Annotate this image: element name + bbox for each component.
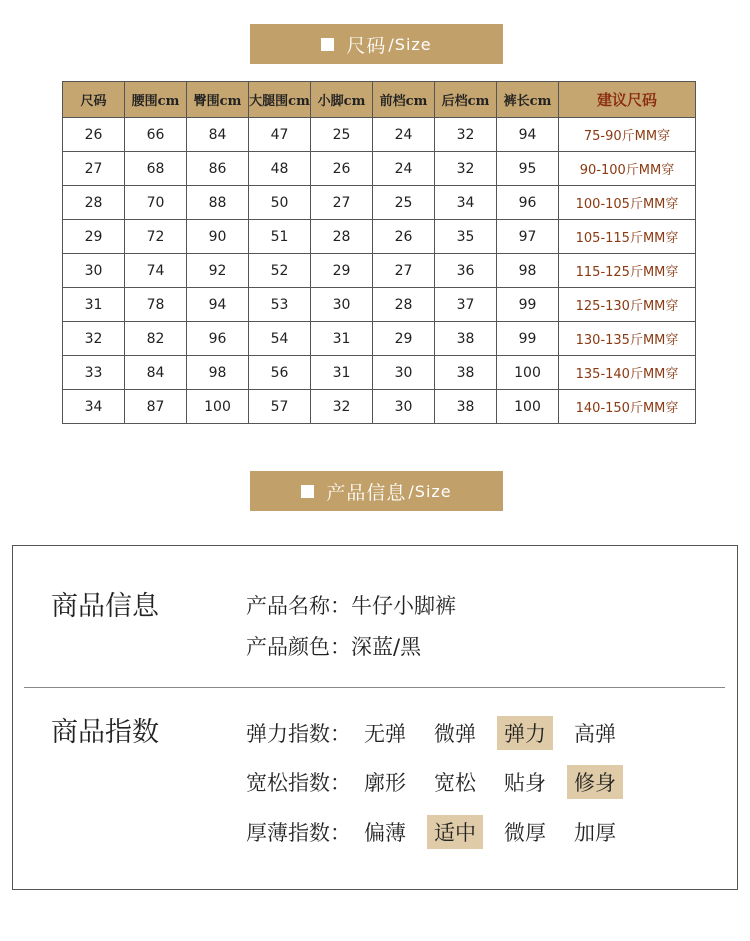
- table-cell: 31: [63, 288, 125, 322]
- square-icon: [321, 38, 334, 51]
- table-cell: 52: [249, 254, 311, 288]
- index-label: 宽松指数：: [246, 771, 351, 795]
- header-cell: 大腿围cm: [249, 82, 311, 118]
- table-cell: 32: [435, 152, 497, 186]
- fit-index-row: [246, 765, 637, 799]
- header-cell: 腰围cm: [125, 82, 187, 118]
- index-option: 微厚: [504, 821, 546, 845]
- table-cell: 97: [497, 220, 559, 254]
- table-cell: 87: [125, 390, 187, 424]
- product-name-row: [246, 590, 456, 620]
- table-row: [63, 390, 696, 424]
- table-cell: 70: [125, 186, 187, 220]
- table-cell: 29: [63, 220, 125, 254]
- size-table: [62, 81, 696, 424]
- table-cell: 28: [373, 288, 435, 322]
- table-cell: 30: [63, 254, 125, 288]
- table-cell: 48: [249, 152, 311, 186]
- table-cell: 25: [373, 186, 435, 220]
- index-option: 高弹: [574, 722, 616, 746]
- table-cell: 27: [311, 186, 373, 220]
- table-cell: 38: [435, 322, 497, 356]
- section-divider: [24, 687, 725, 688]
- table-cell: 99: [497, 322, 559, 356]
- product-color-value: 深蓝/黑: [351, 635, 422, 659]
- table-row: [63, 152, 696, 186]
- info-banner-sub: /Size: [408, 481, 452, 501]
- table-cell: 86: [187, 152, 249, 186]
- index-option: 偏薄: [364, 821, 406, 845]
- table-cell: 34: [63, 390, 125, 424]
- info-section-banner: [250, 471, 503, 511]
- header-cell: 小脚cm: [311, 82, 373, 118]
- table-cell: 56: [249, 356, 311, 390]
- suggested-size-cell: 135-140斤MM穿: [559, 356, 696, 390]
- product-name-value: 牛仔小脚裤: [351, 594, 456, 618]
- header-cell: 臀围cm: [187, 82, 249, 118]
- index-option: 宽松: [434, 771, 476, 795]
- index-option-selected: 修身: [567, 765, 623, 799]
- table-cell: 30: [373, 390, 435, 424]
- index-option-selected: 适中: [427, 815, 483, 849]
- index-label: 弹力指数：: [246, 722, 351, 746]
- table-row: [63, 322, 696, 356]
- table-cell: 99: [497, 288, 559, 322]
- suggested-size-cell: 140-150斤MM穿: [559, 390, 696, 424]
- header-cell: 前档cm: [373, 82, 435, 118]
- size-table-header: [63, 82, 696, 118]
- product-color-label: 产品颜色：: [246, 635, 351, 659]
- suggested-size-cell: 125-130斤MM穿: [559, 288, 696, 322]
- table-cell: 29: [311, 254, 373, 288]
- table-cell: 26: [373, 220, 435, 254]
- table-cell: 24: [373, 152, 435, 186]
- table-cell: 84: [125, 356, 187, 390]
- suggested-size-cell: 100-105斤MM穿: [559, 186, 696, 220]
- info-banner-main: 产品信息: [326, 481, 407, 504]
- table-cell: 72: [125, 220, 187, 254]
- product-name-label: 产品名称：: [246, 594, 351, 618]
- table-cell: 35: [435, 220, 497, 254]
- table-cell: 51: [249, 220, 311, 254]
- table-cell: 96: [497, 186, 559, 220]
- size-banner-main: 尺码: [346, 34, 387, 57]
- product-info-title: 商品信息: [51, 591, 159, 622]
- table-cell: 32: [63, 322, 125, 356]
- product-color-row: [246, 631, 421, 661]
- index-option: 廓形: [364, 771, 406, 795]
- table-cell: 53: [249, 288, 311, 322]
- index-option: 加厚: [574, 821, 616, 845]
- header-cell: 尺码: [63, 82, 125, 118]
- table-cell: 100: [497, 390, 559, 424]
- table-row: [63, 254, 696, 288]
- table-cell: 100: [497, 356, 559, 390]
- size-banner-sub: /Size: [388, 34, 432, 54]
- table-cell: 96: [187, 322, 249, 356]
- table-cell: 95: [497, 152, 559, 186]
- table-cell: 68: [125, 152, 187, 186]
- table-cell: 50: [249, 186, 311, 220]
- table-cell: 92: [187, 254, 249, 288]
- suggested-size-cell: 130-135斤MM穿: [559, 322, 696, 356]
- table-cell: 26: [311, 152, 373, 186]
- index-option-selected: 弹力: [497, 716, 553, 750]
- table-cell: 31: [311, 356, 373, 390]
- index-label: 厚薄指数：: [246, 821, 351, 845]
- table-cell: 90: [187, 220, 249, 254]
- suggested-size-cell: 105-115斤MM穿: [559, 220, 696, 254]
- square-icon: [301, 485, 314, 498]
- table-row: [63, 118, 696, 152]
- table-cell: 98: [497, 254, 559, 288]
- table-cell: 98: [187, 356, 249, 390]
- table-cell: 25: [311, 118, 373, 152]
- table-cell: 32: [435, 118, 497, 152]
- table-cell: 94: [187, 288, 249, 322]
- table-cell: 33: [63, 356, 125, 390]
- table-cell: 47: [249, 118, 311, 152]
- header-suggested-size: 建议尺码: [559, 82, 696, 118]
- table-cell: 28: [311, 220, 373, 254]
- table-cell: 27: [373, 254, 435, 288]
- table-row: [63, 220, 696, 254]
- table-cell: 28: [63, 186, 125, 220]
- table-cell: 34: [435, 186, 497, 220]
- table-cell: 82: [125, 322, 187, 356]
- table-cell: 29: [373, 322, 435, 356]
- table-cell: 37: [435, 288, 497, 322]
- index-option: 微弹: [434, 722, 476, 746]
- header-cell: 后档cm: [435, 82, 497, 118]
- table-cell: 38: [435, 390, 497, 424]
- table-cell: 100: [187, 390, 249, 424]
- table-cell: 30: [311, 288, 373, 322]
- table-cell: 31: [311, 322, 373, 356]
- index-option: 无弹: [364, 722, 406, 746]
- table-cell: 57: [249, 390, 311, 424]
- table-row: [63, 288, 696, 322]
- table-cell: 27: [63, 152, 125, 186]
- table-cell: 78: [125, 288, 187, 322]
- table-cell: 36: [435, 254, 497, 288]
- table-cell: 84: [187, 118, 249, 152]
- header-cell: 裤长cm: [497, 82, 559, 118]
- index-option: 贴身: [504, 771, 546, 795]
- table-cell: 88: [187, 186, 249, 220]
- elasticity-index-row: [246, 716, 637, 750]
- table-row: [63, 186, 696, 220]
- suggested-size-cell: 90-100斤MM穿: [559, 152, 696, 186]
- table-cell: 32: [311, 390, 373, 424]
- table-cell: 38: [435, 356, 497, 390]
- table-cell: 94: [497, 118, 559, 152]
- thickness-index-row: [246, 815, 637, 849]
- table-cell: 26: [63, 118, 125, 152]
- product-index-title: 商品指数: [51, 717, 159, 748]
- table-cell: 66: [125, 118, 187, 152]
- table-cell: 30: [373, 356, 435, 390]
- table-row: [63, 356, 696, 390]
- product-info-box: [12, 545, 738, 890]
- suggested-size-cell: 75-90斤MM穿: [559, 118, 696, 152]
- table-cell: 24: [373, 118, 435, 152]
- table-cell: 74: [125, 254, 187, 288]
- size-section-banner: [250, 24, 503, 64]
- table-cell: 54: [249, 322, 311, 356]
- suggested-size-cell: 115-125斤MM穿: [559, 254, 696, 288]
